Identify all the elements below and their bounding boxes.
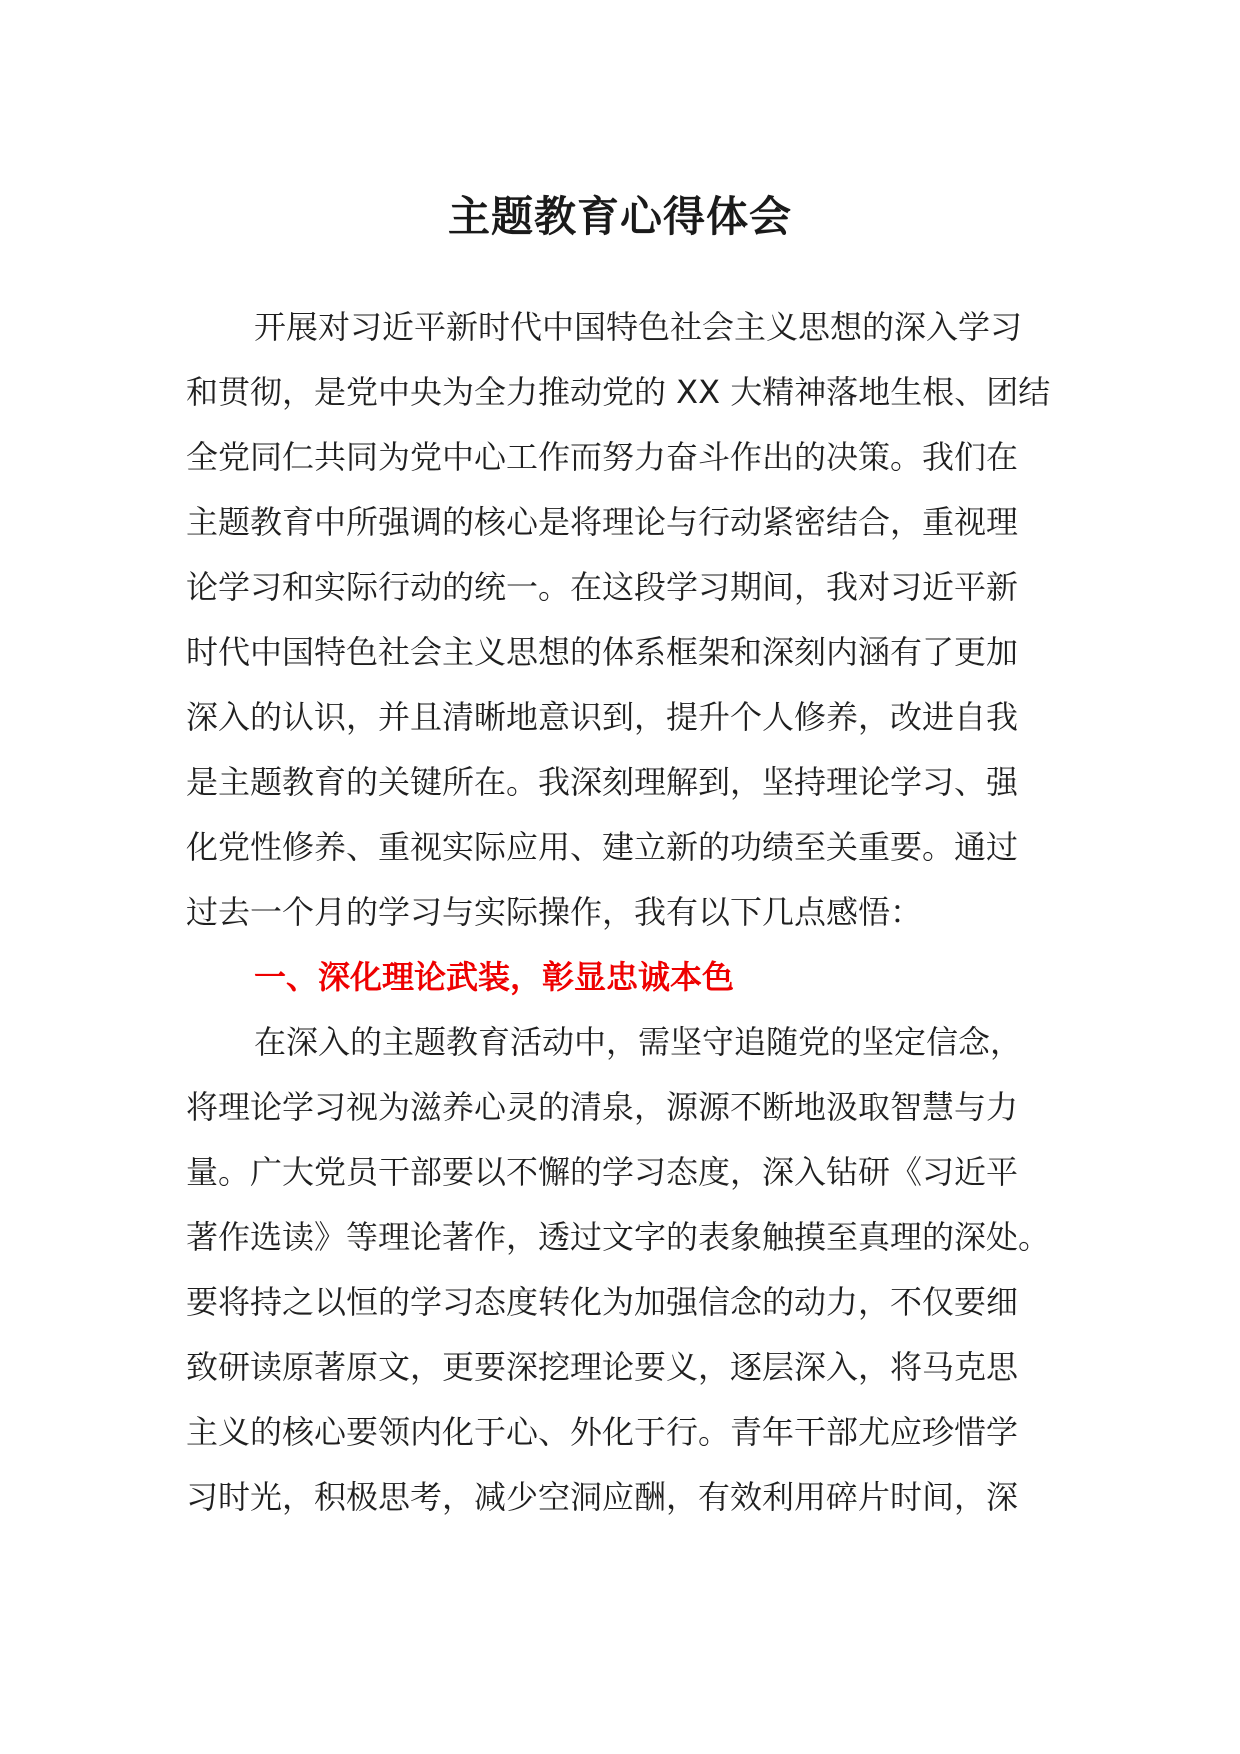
paragraph-line: 在深入的主题教育活动中，需坚守追随党的坚定信念， (254, 1023, 1023, 1061)
section-heading-block (186, 945, 1056, 1010)
paragraph-line: 是主题教育的关键所在。我深刻理解到，坚持理论学习、强 (186, 763, 1019, 801)
paragraph-line: 深入的认识，并且清晰地意识到，提升个人修养，改进自我 (186, 698, 1019, 736)
paragraph-line: 量。广大党员干部要以不懈的学习态度，深入钻研《习近平 (186, 1153, 1019, 1191)
paragraph-line: 和贯彻，是党中央为全力推动党的 XX 大精神落地生根、团结 (186, 373, 1051, 411)
document-title: 主题教育心得体会 (447, 192, 792, 241)
paragraph-line: 习时光，积极思考，减少空洞应酬，有效利用碎片时间，深 (186, 1478, 1019, 1516)
paragraph-line: 将理论学习视为滋养心灵的清泉，源源不断地汲取智慧与力 (186, 1088, 1019, 1126)
paragraph-line: 全党同仁共同为党中心工作而努力奋斗作出的决策。我们在 (186, 438, 1019, 476)
paragraph-line: 开展对习近平新时代中国特色社会主义思想的深入学习 (254, 308, 1023, 346)
paragraph-line: 主题教育中所强调的核心是将理论与行动紧密结合，重视理 (186, 503, 1019, 541)
section-heading: 一、深化理论武装，彰显忠诚本色 (254, 958, 735, 996)
paragraph-line: 时代中国特色社会主义思想的体系框架和深刻内涵有了更加 (186, 633, 1019, 671)
intro-paragraph (186, 295, 1056, 945)
paragraph-line: 主义的核心要领内化于心、外化于行。青年干部尤应珍惜学 (186, 1413, 1019, 1451)
paragraph-line: 致研读原著原文，更要深挖理论要义，逐层深入，将马克思 (186, 1348, 1019, 1386)
paragraph-line: 著作选读》等理论著作，透过文字的表象触摸至真理的深处。 (186, 1218, 1051, 1256)
section1-paragraph (186, 1010, 1056, 1530)
paragraph-line: 过去一个月的学习与实际操作，我有以下几点感悟： (186, 893, 923, 931)
paragraph-line: 化党性修养、重视实际应用、建立新的功绩至关重要。通过 (186, 828, 1019, 866)
paragraph-line: 要将持之以恒的学习态度转化为加强信念的动力，不仅要细 (186, 1283, 1019, 1321)
paragraph-line: 论学习和实际行动的统一。在这段学习期间，我对习近平新 (186, 568, 1019, 606)
